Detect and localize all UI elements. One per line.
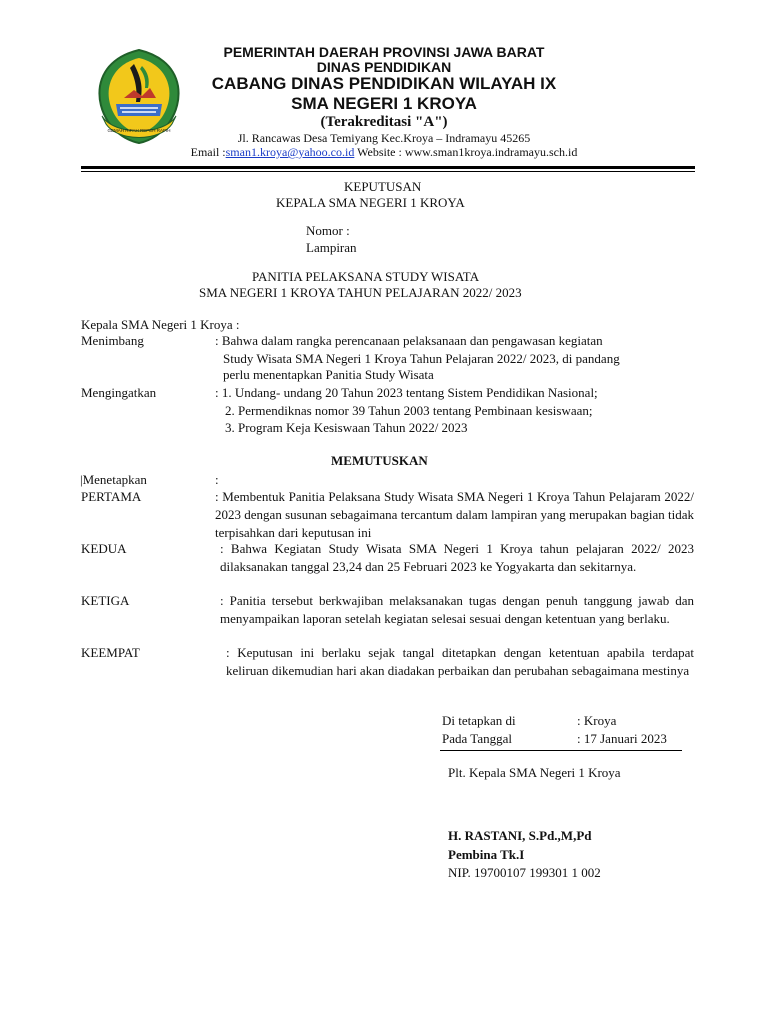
place-label: Di tetapkan di xyxy=(442,713,516,728)
kedua-text xyxy=(220,540,694,576)
header-divider-thick xyxy=(81,166,695,169)
header-agency: DINAS PENDIDIKAN xyxy=(316,59,452,75)
decree-number: Nomor : xyxy=(306,223,350,238)
mengingatkan-item-2: 2. Permendiknas nomor 39 Tahun 2003 tentang Pembinaan kesiswaan; xyxy=(225,403,593,418)
menetapkan-label: |Menetapkan xyxy=(80,472,147,487)
opening-line: Kepala SMA Negeri 1 Kroya : xyxy=(81,317,240,332)
header-branch: CABANG DINAS PENDIDIKAN WILAYAH IX xyxy=(211,74,557,93)
kedua-text-content: : Bahwa Kegiatan Study Wisata SMA Negeri 1 Kroya tahun pelajaran 2022/ 2023 dilaksanakan tanggal 23,24 dan 25 Februari 2023 ke Yogyakarta dan sekitarnya. xyxy=(220,541,694,574)
menimbang-label: Menimbang xyxy=(81,333,144,348)
signatory-rank: Pembina Tk.I xyxy=(448,847,525,862)
email-link[interactable]: sman1.kroya@yahoo.co.id xyxy=(225,145,355,159)
decree-attachment: Lampiran xyxy=(306,240,357,255)
menimbang-text-2: Study Wisata SMA Negeri 1 Kroya Tahun Pelajaran 2022/ 2023, di pandang xyxy=(223,351,620,366)
memutuskan-heading: MEMUTUSKAN xyxy=(331,453,428,468)
header-accreditation: (Terakreditasi "A") xyxy=(320,114,448,130)
mengingatkan-item-1: : 1. Undang- undang 20 Tahun 2023 tentang Sistem Pendidikan Nasional; xyxy=(215,385,598,400)
keempat-label: KEEMPAT xyxy=(81,645,140,660)
ketiga-text-content: : Panitia tersebut berkwajiban melaksanakan tugas dengan penuh tanggung jawab dan menyampaikan laporan setelah kegiatan selesai sesuai dengan ketentuan yang berlaku. xyxy=(220,593,694,626)
signatory-name: H. RASTANI, S.Pd.,M,Pd xyxy=(448,828,592,843)
keempat-text xyxy=(226,644,694,680)
mengingatkan-label: Mengingatkan xyxy=(81,385,157,400)
signatory-role: Plt. Kepala SMA Negeri 1 Kroya xyxy=(448,765,621,780)
email-label: Email : xyxy=(190,145,226,159)
kedua-label: KEDUA xyxy=(81,541,127,556)
date-label: Pada Tanggal xyxy=(442,731,512,746)
header-government: PEMERINTAH DAERAH PROVINSI JAWA BARAT xyxy=(223,44,545,60)
menimbang-text-1: : Bahwa dalam rangka perencanaan pelaksanaan dan pengawasan kegiatan xyxy=(215,333,603,348)
pertama-text xyxy=(215,488,694,542)
decree-topic-1: PANITIA PELAKSANA STUDY WISATA xyxy=(252,269,480,284)
decree-subtitle: KEPALA SMA NEGERI 1 KROYA xyxy=(276,195,465,210)
logo-motto: GEMAH RIPAH REPEH RAPIH xyxy=(107,128,171,133)
place-value: : Kroya xyxy=(577,713,617,728)
menimbang-text-3: perlu menentapkan Panitia Study Wisata xyxy=(223,367,434,382)
decree-title: KEPUTUSAN xyxy=(344,179,422,194)
header-address: Jl. Rancawas Desa Temiyang Kec.Kroya – Indramayu 45265 xyxy=(237,131,531,145)
menetapkan-colon: : xyxy=(215,472,219,487)
header-contact xyxy=(0,145,768,160)
header-divider-thin xyxy=(81,171,695,172)
signatory-nip: NIP. 19700107 199301 1 002 xyxy=(448,865,601,880)
date-value: : 17 Januari 2023 xyxy=(577,731,667,746)
ketiga-text xyxy=(220,592,694,628)
mengingatkan-item-3: 3. Program Keja Kesiswaan Tahun 2022/ 2023 xyxy=(225,420,468,435)
header-school: SMA NEGERI 1 KROYA xyxy=(291,94,477,113)
pertama-text-content: : Membentuk Panitia Pelaksana Study Wisata SMA Negeri 1 Kroya Tahun Pelajaram 2022/ 2023 dengan susunan sebagaimana tercantum dalam lampiran yang merupakan bagian tidak terpisahkan dari keputusan ini xyxy=(215,489,694,540)
date-underline xyxy=(440,750,682,751)
keempat-text-content: : Keputusan ini berlaku sejak tangal ditetapkan dengan ketentuan apabila terdapat keliruan dikemudian hari akan diadakan perbaikan dan perubahan sebagaimana mestinya xyxy=(226,645,694,678)
ketiga-label: KETIGA xyxy=(81,593,130,608)
pertama-label: PERTAMA xyxy=(81,489,142,504)
decree-topic-2: SMA NEGERI 1 KROYA TAHUN PELAJARAN 2022/ 2023 xyxy=(199,285,522,300)
website-text: Website : www.sman1kroya.indramayu.sch.id xyxy=(354,145,578,159)
